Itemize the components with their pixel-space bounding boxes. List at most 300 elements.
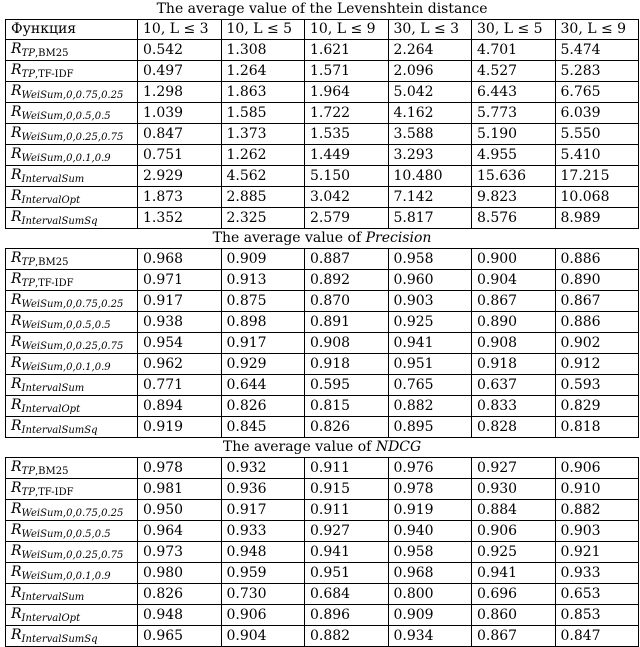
r-symbol: R — [11, 83, 22, 99]
value-cell: 5.817 — [388, 208, 472, 229]
table-row — [6, 605, 639, 626]
value-cell: 0.917 — [221, 500, 305, 521]
r-symbol: R — [11, 271, 22, 287]
function-name-cell — [6, 270, 138, 291]
function-name-cell — [6, 312, 138, 333]
value-cell: 1.621 — [305, 40, 389, 61]
value-cell: 0.906 — [221, 605, 305, 626]
value-cell: 0.978 — [138, 458, 222, 479]
subscript-tail: ,TF-IDF — [34, 69, 74, 80]
r-symbol: R — [11, 334, 22, 350]
subscript-text: IntervalSumSq — [21, 216, 98, 227]
r-symbol: R — [11, 606, 22, 622]
value-cell: 4.955 — [472, 145, 556, 166]
value-cell: 0.919 — [138, 417, 222, 438]
subscript-tail: ,BM25 — [34, 257, 69, 268]
table-row — [6, 145, 639, 166]
value-cell: 0.890 — [555, 270, 639, 291]
value-cell: 15.636 — [472, 166, 556, 187]
function-subscript — [22, 383, 85, 394]
function-name-cell — [6, 479, 138, 500]
header-cell: 30, L ≤ 9 — [555, 20, 639, 40]
function-subscript — [22, 216, 98, 227]
value-cell: 0.958 — [388, 542, 472, 563]
value-cell: 0.595 — [305, 375, 389, 396]
value-cell: 0.934 — [388, 626, 472, 647]
value-cell: 0.950 — [138, 500, 222, 521]
value-cell: 2.579 — [305, 208, 389, 229]
function-subscript — [22, 550, 124, 561]
value-cell: 1.039 — [138, 103, 222, 124]
value-cell: 0.968 — [138, 249, 222, 270]
value-cell: 0.867 — [472, 626, 556, 647]
r-symbol: R — [11, 376, 22, 392]
function-name-cell — [6, 605, 138, 626]
table-row — [6, 584, 639, 605]
value-cell: 1.722 — [305, 103, 389, 124]
value-cell: 0.915 — [305, 479, 389, 500]
value-cell: 0.730 — [221, 584, 305, 605]
table-row — [6, 312, 639, 333]
r-symbol: R — [11, 41, 22, 57]
value-cell: 0.904 — [472, 270, 556, 291]
value-cell: 0.938 — [138, 312, 222, 333]
table-row — [6, 417, 639, 438]
value-cell: 4.562 — [221, 166, 305, 187]
table-row — [6, 396, 639, 417]
value-cell: 0.958 — [388, 249, 472, 270]
function-subscript — [22, 529, 111, 540]
value-cell: 0.887 — [305, 249, 389, 270]
subscript-text: IntervalSum — [21, 592, 85, 603]
r-symbol: R — [11, 188, 22, 204]
subscript-text: WeiSum,0,0.5,0.5 — [21, 111, 111, 122]
value-cell: 1.262 — [221, 145, 305, 166]
value-cell: 5.550 — [555, 124, 639, 145]
section-title-metric: Precision — [365, 230, 432, 246]
value-cell: 0.978 — [388, 479, 472, 500]
value-cell: 0.751 — [138, 145, 222, 166]
value-cell: 0.960 — [388, 270, 472, 291]
value-cell: 2.885 — [221, 187, 305, 208]
value-cell: 5.474 — [555, 40, 639, 61]
function-name-cell — [6, 521, 138, 542]
value-cell: 0.909 — [388, 605, 472, 626]
value-cell: 0.927 — [305, 521, 389, 542]
value-cell: 0.593 — [555, 375, 639, 396]
function-name-cell — [6, 626, 138, 647]
table-row — [6, 521, 639, 542]
value-cell: 0.542 — [138, 40, 222, 61]
function-name-cell — [6, 458, 138, 479]
function-subscript — [22, 362, 111, 373]
value-cell: 5.410 — [555, 145, 639, 166]
value-cell: 0.497 — [138, 61, 222, 82]
table-row — [6, 166, 639, 187]
section-title-text: The average value of — [222, 439, 372, 455]
value-cell: 0.870 — [305, 291, 389, 312]
value-cell: 2.264 — [388, 40, 472, 61]
header-cell: 10, L ≤ 9 — [305, 20, 389, 40]
value-cell: 1.585 — [221, 103, 305, 124]
subscript-text: WeiSum,0,0.5,0.5 — [21, 529, 111, 540]
table-row — [6, 354, 639, 375]
results-table-body — [6, 0, 639, 647]
subscript-head: TP — [21, 48, 35, 59]
header-function: Функция — [6, 20, 138, 40]
table-row — [6, 479, 639, 500]
function-name-cell — [6, 249, 138, 270]
r-symbol: R — [11, 564, 22, 580]
table-row — [6, 542, 639, 563]
value-cell: 6.039 — [555, 103, 639, 124]
value-cell: 3.042 — [305, 187, 389, 208]
value-cell: 0.908 — [305, 333, 389, 354]
r-symbol: R — [11, 459, 22, 475]
value-cell: 0.918 — [472, 354, 556, 375]
value-cell: 0.684 — [305, 584, 389, 605]
function-subscript — [22, 48, 69, 59]
value-cell: 0.902 — [555, 333, 639, 354]
value-cell: 0.941 — [388, 333, 472, 354]
value-cell: 0.933 — [221, 521, 305, 542]
function-name-cell — [6, 584, 138, 605]
function-name-cell — [6, 291, 138, 312]
function-name-cell — [6, 396, 138, 417]
header-cell: 10, L ≤ 3 — [138, 20, 222, 40]
value-cell: 0.917 — [138, 291, 222, 312]
function-subscript — [22, 571, 111, 582]
subscript-text: WeiSum,0,0.75,0.25 — [21, 90, 124, 101]
function-subscript — [22, 341, 124, 352]
function-subscript — [22, 257, 69, 268]
table-row — [6, 61, 639, 82]
value-cell: 0.894 — [138, 396, 222, 417]
r-symbol: R — [11, 355, 22, 371]
subscript-text: IntervalSumSq — [21, 634, 98, 645]
value-cell: 0.826 — [305, 417, 389, 438]
function-name-cell — [6, 375, 138, 396]
subscript-tail: ,TF-IDF — [34, 278, 74, 289]
value-cell: 0.896 — [305, 605, 389, 626]
value-cell: 0.765 — [388, 375, 472, 396]
function-subscript — [22, 487, 74, 498]
value-cell: 4.162 — [388, 103, 472, 124]
table-row — [6, 103, 639, 124]
function-subscript — [22, 69, 74, 80]
value-cell: 0.815 — [305, 396, 389, 417]
value-cell: 4.527 — [472, 61, 556, 82]
value-cell: 0.845 — [221, 417, 305, 438]
r-symbol: R — [11, 209, 22, 225]
value-cell: 1.535 — [305, 124, 389, 145]
subscript-text: WeiSum,0,0.75,0.25 — [21, 299, 124, 310]
value-cell: 0.929 — [221, 354, 305, 375]
subscript-text: IntervalOpt — [21, 195, 81, 206]
table-row — [6, 626, 639, 647]
function-subscript — [22, 132, 124, 143]
function-name-cell — [6, 354, 138, 375]
value-cell: 3.588 — [388, 124, 472, 145]
subscript-text: WeiSum,0,0.1,0.9 — [21, 362, 111, 373]
r-symbol: R — [11, 313, 22, 329]
value-cell: 0.971 — [138, 270, 222, 291]
r-symbol: R — [11, 397, 22, 413]
value-cell: 2.096 — [388, 61, 472, 82]
table-row — [6, 82, 639, 103]
header-cell: 30, L ≤ 5 — [472, 20, 556, 40]
value-cell: 0.904 — [221, 626, 305, 647]
subscript-tail: ,BM25 — [34, 48, 69, 59]
value-cell: 0.875 — [221, 291, 305, 312]
value-cell: 17.215 — [555, 166, 639, 187]
function-name-cell — [6, 333, 138, 354]
value-cell: 0.886 — [555, 312, 639, 333]
function-subscript — [22, 592, 85, 603]
section-title-text: The average value of — [212, 230, 362, 246]
value-cell: 0.900 — [472, 249, 556, 270]
subscript-text: IntervalOpt — [21, 613, 81, 624]
value-cell: 0.847 — [555, 626, 639, 647]
value-cell: 5.150 — [305, 166, 389, 187]
value-cell: 0.918 — [305, 354, 389, 375]
value-cell: 0.912 — [555, 354, 639, 375]
subscript-text: WeiSum,0,0.25,0.75 — [21, 132, 124, 143]
value-cell: 0.940 — [388, 521, 472, 542]
subscript-text: IntervalSum — [21, 383, 85, 394]
header-cell: 10, L ≤ 5 — [221, 20, 305, 40]
r-symbol: R — [11, 480, 22, 496]
value-cell: 2.325 — [221, 208, 305, 229]
function-subscript — [22, 174, 85, 185]
function-name-cell — [6, 103, 138, 124]
value-cell: 5.283 — [555, 61, 639, 82]
value-cell: 1.264 — [221, 61, 305, 82]
value-cell: 6.443 — [472, 82, 556, 103]
value-cell: 0.933 — [555, 563, 639, 584]
value-cell: 1.352 — [138, 208, 222, 229]
r-symbol: R — [11, 146, 22, 162]
value-cell: 0.959 — [221, 563, 305, 584]
function-name-cell — [6, 40, 138, 61]
r-symbol: R — [11, 522, 22, 538]
function-name-cell — [6, 166, 138, 187]
value-cell: 5.773 — [472, 103, 556, 124]
value-cell: 0.882 — [388, 396, 472, 417]
value-cell: 7.142 — [388, 187, 472, 208]
r-symbol: R — [11, 627, 22, 643]
value-cell: 1.298 — [138, 82, 222, 103]
value-cell: 0.890 — [472, 312, 556, 333]
subscript-text: WeiSum,0,0.1,0.9 — [21, 571, 111, 582]
value-cell: 0.892 — [305, 270, 389, 291]
table-row — [6, 291, 639, 312]
value-cell: 6.765 — [555, 82, 639, 103]
value-cell: 0.965 — [138, 626, 222, 647]
table-row — [6, 563, 639, 584]
value-cell: 1.964 — [305, 82, 389, 103]
value-cell: 0.867 — [472, 291, 556, 312]
r-symbol: R — [11, 62, 22, 78]
subscript-text: WeiSum,0,0.5,0.5 — [21, 320, 111, 331]
value-cell: 0.882 — [305, 626, 389, 647]
value-cell: 0.644 — [221, 375, 305, 396]
value-cell: 0.653 — [555, 584, 639, 605]
table-row — [6, 270, 639, 291]
subscript-tail: ,BM25 — [34, 466, 69, 477]
value-cell: 0.826 — [138, 584, 222, 605]
value-cell: 0.951 — [388, 354, 472, 375]
function-subscript — [22, 299, 124, 310]
subscript-text: WeiSum,0,0.25,0.75 — [21, 341, 124, 352]
value-cell: 0.964 — [138, 521, 222, 542]
value-cell: 0.981 — [138, 479, 222, 500]
value-cell: 0.884 — [472, 500, 556, 521]
value-cell: 0.829 — [555, 396, 639, 417]
function-name-cell — [6, 145, 138, 166]
section-title-row — [6, 229, 639, 249]
r-symbol: R — [11, 125, 22, 141]
value-cell: 0.800 — [388, 584, 472, 605]
value-cell: 1.571 — [305, 61, 389, 82]
section-title — [6, 0, 639, 20]
value-cell: 0.919 — [388, 500, 472, 521]
value-cell: 0.925 — [388, 312, 472, 333]
value-cell: 0.917 — [221, 333, 305, 354]
table-row — [6, 375, 639, 396]
value-cell: 0.637 — [472, 375, 556, 396]
value-cell: 0.909 — [221, 249, 305, 270]
function-subscript — [22, 153, 111, 164]
value-cell: 0.886 — [555, 249, 639, 270]
value-cell: 9.823 — [472, 187, 556, 208]
value-cell: 8.576 — [472, 208, 556, 229]
value-cell: 10.480 — [388, 166, 472, 187]
value-cell: 0.860 — [472, 605, 556, 626]
table-row — [6, 124, 639, 145]
value-cell: 0.941 — [305, 542, 389, 563]
value-cell: 0.911 — [305, 458, 389, 479]
function-subscript — [22, 278, 74, 289]
function-name-cell — [6, 542, 138, 563]
function-name-cell — [6, 124, 138, 145]
function-subscript — [22, 195, 81, 206]
table-row — [6, 249, 639, 270]
value-cell: 0.976 — [388, 458, 472, 479]
r-symbol: R — [11, 167, 22, 183]
subscript-text: IntervalSumSq — [21, 425, 98, 436]
value-cell: 0.847 — [138, 124, 222, 145]
function-subscript — [22, 111, 111, 122]
subscript-text: WeiSum,0,0.25,0.75 — [21, 550, 124, 561]
section-title — [6, 229, 639, 249]
table-row — [6, 500, 639, 521]
value-cell: 0.932 — [221, 458, 305, 479]
value-cell: 5.190 — [472, 124, 556, 145]
function-subscript — [22, 425, 98, 436]
value-cell: 0.973 — [138, 542, 222, 563]
value-cell: 0.906 — [555, 458, 639, 479]
function-subscript — [22, 404, 81, 415]
value-cell: 0.925 — [472, 542, 556, 563]
value-cell: 1.308 — [221, 40, 305, 61]
subscript-head: TP — [21, 278, 35, 289]
table-row — [6, 458, 639, 479]
section-title — [6, 438, 639, 458]
results-table — [5, 0, 639, 647]
function-subscript — [22, 508, 124, 519]
value-cell: 0.936 — [221, 479, 305, 500]
value-cell: 5.042 — [388, 82, 472, 103]
function-name-cell — [6, 417, 138, 438]
value-cell: 0.903 — [388, 291, 472, 312]
value-cell: 0.980 — [138, 563, 222, 584]
header-row — [6, 20, 639, 40]
value-cell: 0.826 — [221, 396, 305, 417]
r-symbol: R — [11, 585, 22, 601]
section-title-row — [6, 438, 639, 458]
subscript-tail: ,TF-IDF — [34, 487, 74, 498]
value-cell: 0.941 — [472, 563, 556, 584]
value-cell: 0.906 — [472, 521, 556, 542]
value-cell: 0.696 — [472, 584, 556, 605]
value-cell: 0.968 — [388, 563, 472, 584]
r-symbol: R — [11, 501, 22, 517]
value-cell: 0.908 — [472, 333, 556, 354]
function-subscript — [22, 90, 124, 101]
value-cell: 0.833 — [472, 396, 556, 417]
function-name-cell — [6, 208, 138, 229]
r-symbol: R — [11, 543, 22, 559]
value-cell: 3.293 — [388, 145, 472, 166]
value-cell: 0.882 — [555, 500, 639, 521]
value-cell: 8.989 — [555, 208, 639, 229]
value-cell: 0.927 — [472, 458, 556, 479]
function-subscript — [22, 320, 111, 331]
table-row — [6, 208, 639, 229]
value-cell: 0.853 — [555, 605, 639, 626]
subscript-text: IntervalOpt — [21, 404, 81, 415]
value-cell: 0.962 — [138, 354, 222, 375]
subscript-text: IntervalSum — [21, 174, 85, 185]
value-cell: 0.895 — [388, 417, 472, 438]
section-title-row — [6, 0, 639, 20]
value-cell: 0.903 — [555, 521, 639, 542]
function-name-cell — [6, 61, 138, 82]
value-cell: 0.911 — [305, 500, 389, 521]
value-cell: 0.930 — [472, 479, 556, 500]
r-symbol: R — [11, 104, 22, 120]
table-row — [6, 187, 639, 208]
section-title-metric: NDCG — [375, 439, 422, 455]
value-cell: 0.921 — [555, 542, 639, 563]
subscript-text: WeiSum,0,0.1,0.9 — [21, 153, 111, 164]
function-name-cell — [6, 500, 138, 521]
subscript-head: TP — [21, 487, 35, 498]
function-name-cell — [6, 563, 138, 584]
value-cell: 1.449 — [305, 145, 389, 166]
function-name-cell — [6, 82, 138, 103]
function-subscript — [22, 613, 81, 624]
value-cell: 0.818 — [555, 417, 639, 438]
value-cell: 4.701 — [472, 40, 556, 61]
value-cell: 0.948 — [138, 605, 222, 626]
value-cell: 1.863 — [221, 82, 305, 103]
table-row — [6, 40, 639, 61]
value-cell: 0.913 — [221, 270, 305, 291]
r-symbol: R — [11, 418, 22, 434]
subscript-head: TP — [21, 466, 35, 477]
